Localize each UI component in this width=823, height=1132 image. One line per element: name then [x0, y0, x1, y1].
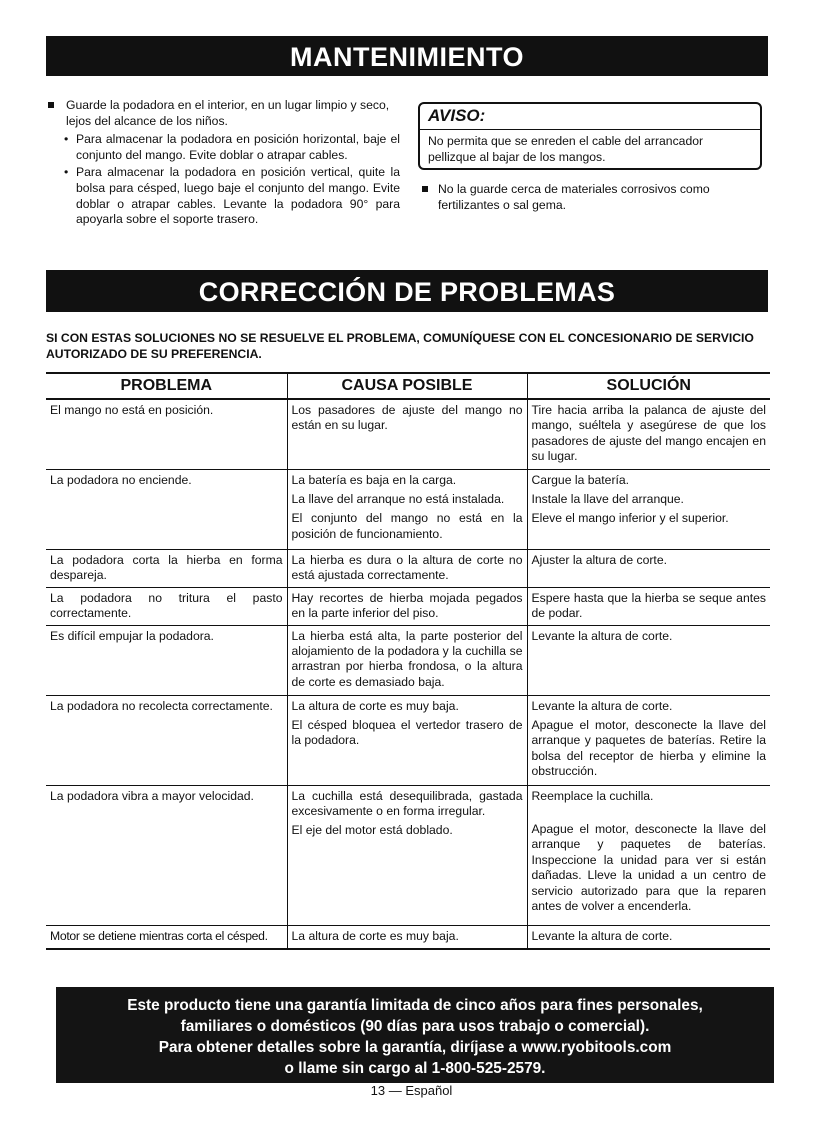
- table-row: [46, 925, 770, 949]
- problem-text: Motor se detiene mientras corta el césped.: [50, 928, 268, 943]
- bullet-corrosives: No la guarde cerca de materiales corrosivos como fertilizantes o sal gema.: [420, 182, 772, 213]
- header-causa: CAUSA POSIBLE: [287, 373, 527, 399]
- table-header-row: [46, 373, 770, 399]
- bullet-store-indoors: Guarde la podadora en el interior, en un lugar limpio y seco, lejos del alcance de los niños.: [46, 98, 400, 129]
- cause-cell: [287, 399, 527, 469]
- table-row: [46, 587, 770, 625]
- cause-text: Los pasadores de ajuste del mango no están en su lugar.: [291, 403, 523, 433]
- solution-text: Levante la altura de corte.: [531, 628, 673, 643]
- warranty-line-1: Este producto tiene una garantía limitada de cinco años para fines personales,: [127, 997, 703, 1014]
- cause-cell: [287, 925, 527, 949]
- cause-cell: [287, 785, 527, 925]
- solution-text: Espere hasta que la hierba se seque antes de podar.: [531, 590, 766, 620]
- aviso-text: No permita que se enreden el cable del arrancador pellizque al bajar de los mangos.: [428, 134, 704, 164]
- problem-cell: [46, 625, 287, 695]
- warranty-line-4: o llame sin cargo al 1-800-525-2579.: [284, 1060, 546, 1077]
- solution-text: Apague el motor, desconecte la llave del arranque y paquetes de baterías. Inspeccione la unidad para ver si están dañadas. Lleve la unidad a un centro de servicio autorizado para que la reparen antes de volver a encenderla.: [531, 821, 766, 913]
- solution-cell: [527, 695, 770, 785]
- cause-cell: [287, 625, 527, 695]
- solution-cell: [527, 925, 770, 949]
- solution-cell: [527, 399, 770, 469]
- solution-text: Apague el motor, desconecte la llave del arranque y paquetes de baterías. Retire la bolsa del receptor de hierba y elimine la obstrucción.: [531, 717, 766, 779]
- problem-text: La podadora no recolecta correctamente.: [50, 698, 273, 713]
- solution-text: Instale la llave del arranque.: [531, 491, 684, 506]
- cause-text: La cuchilla está desequilibrada, gastada excesivamente o en forma irregular.: [291, 788, 523, 818]
- table-row: [46, 695, 770, 785]
- solution-cell: [527, 625, 770, 695]
- solution-cell: [527, 785, 770, 925]
- problem-text: La podadora no enciende.: [50, 472, 192, 487]
- warranty-line-3: Para obtener detalles sobre la garantía, diríjase a www.ryobitools.com: [158, 1039, 672, 1056]
- problem-cell: [46, 925, 287, 949]
- aviso-divider: [420, 129, 760, 130]
- table-row: [46, 549, 770, 587]
- warranty-line-2: familiares o domésticos (90 días para usos trabajo o comercial).: [180, 1018, 650, 1035]
- cause-text: El eje del motor está doblado.: [291, 823, 453, 838]
- solution-text: Cargue la batería.: [531, 472, 630, 487]
- solution-cell: [527, 549, 770, 587]
- cause-text: La hierba es dura o la altura de corte no está ajustada correctamente.: [291, 552, 523, 582]
- cause-text: La altura de corte es muy baja.: [291, 928, 459, 943]
- table-row: [46, 469, 770, 549]
- solution-text: Levante la altura de corte.: [531, 698, 673, 713]
- table-row: [46, 625, 770, 695]
- sub-bullet-horizontal: • Para almacenar la podadora en posición horizontal, baje el conjunto del mango. Evite doblar o atrapar cables.: [46, 132, 400, 163]
- problem-text: La podadora corta la hierba en forma despareja.: [50, 552, 283, 582]
- service-notice: SI CON ESTAS SOLUCIONES NO SE RESUELVE EL PROBLEMA, COMUNÍQUESE CON EL CONCESIONARIO DE SERVICIO AUTORIZADO DE SU PREFERENCIA.: [46, 331, 754, 361]
- storage-instructions: [46, 98, 400, 228]
- cause-text: La altura de corte es muy baja.: [291, 698, 459, 713]
- problem-text: Es difícil empujar la podadora.: [50, 628, 214, 643]
- cause-text: La hierba está alta, la parte posterior del alojamiento de la podadora y la cuchilla se arrastran por hierba frondosa, o la altura de corte es demasiado baja.: [291, 628, 523, 689]
- cause-text: El conjunto del mango no está en la posición de funcionamiento.: [291, 511, 523, 541]
- table-row: [46, 785, 770, 925]
- problem-text: El mango no está en posición.: [50, 403, 214, 417]
- solution-text: Eleve el mango inferior y el superior.: [531, 511, 729, 526]
- problem-cell: [46, 549, 287, 587]
- page-number: 13 — Español: [370, 1083, 453, 1098]
- problem-cell: [46, 785, 287, 925]
- cause-cell: [287, 549, 527, 587]
- mantenimiento-title: MANTENIMIENTO: [46, 36, 768, 76]
- cause-text: La llave del arranque no está instalada.: [291, 491, 505, 506]
- table-row: [46, 399, 770, 469]
- cause-text: La batería es baja en la carga.: [291, 472, 457, 487]
- aviso-box: [418, 102, 762, 170]
- solution-cell: [527, 469, 770, 549]
- aviso-title: AVISO:: [428, 106, 486, 125]
- sub-bullet-vertical: • Para almacenar la podadora en posición vertical, quite la bolsa para césped, luego baje el conjunto del mango. Evite doblar o atrapar cables. Levante la podadora 90° para apoyarla sobre el soporte trasero.: [46, 165, 400, 227]
- problem-text: La podadora no tritura el pasto correctamente.: [50, 590, 283, 620]
- problem-cell: [46, 469, 287, 549]
- problem-cell: [46, 399, 287, 469]
- cause-text: Hay recortes de hierba mojada pegados en la parte inferior del piso.: [291, 590, 523, 620]
- warranty-box: [56, 987, 774, 1083]
- troubleshooting-table: [46, 372, 770, 950]
- cause-text: El césped bloquea el vertedor trasero de la podadora.: [291, 717, 523, 748]
- problem-text: La podadora vibra a mayor velocidad.: [50, 788, 254, 803]
- solution-text: Tire hacia arriba la palanca de ajuste del mango, suéltela y asegúrese de que los pasadores de ajuste del mango encajen en su lugar.: [531, 403, 766, 464]
- header-problema: PROBLEMA: [46, 373, 287, 399]
- header-solucion: SOLUCIÓN: [527, 373, 770, 399]
- solution-text: Ajuster la altura de corte.: [531, 552, 667, 567]
- problem-cell: [46, 587, 287, 625]
- correccion-title: CORRECCIÓN DE PROBLEMAS: [46, 270, 768, 312]
- solution-text: Levante la altura de corte.: [531, 928, 673, 943]
- cause-cell: [287, 587, 527, 625]
- cause-cell: [287, 695, 527, 785]
- cause-cell: [287, 469, 527, 549]
- solution-text: Reemplace la cuchilla.: [531, 788, 654, 803]
- solution-cell: [527, 587, 770, 625]
- problem-cell: [46, 695, 287, 785]
